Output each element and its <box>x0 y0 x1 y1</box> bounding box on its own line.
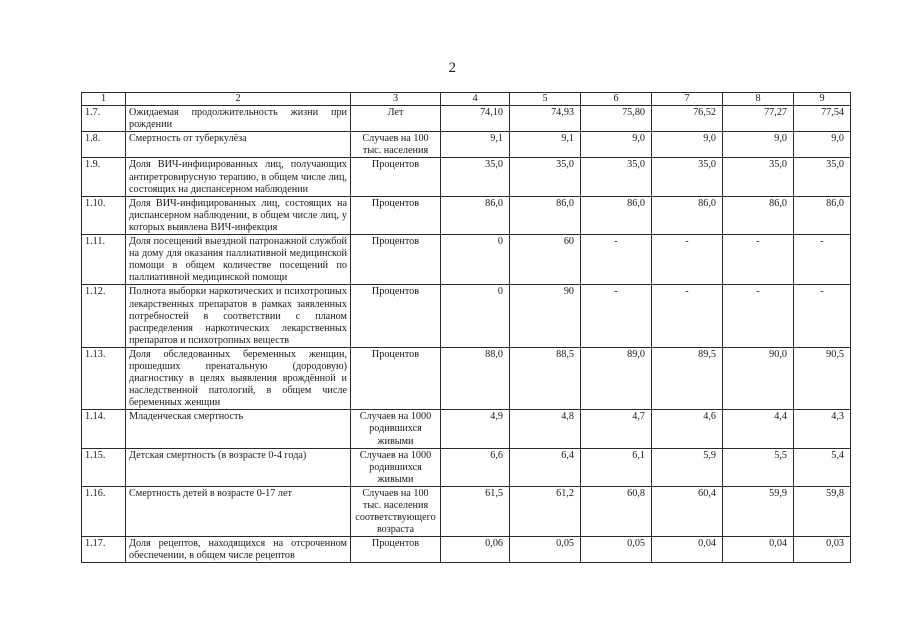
value-cell: 88,0 <box>441 347 510 409</box>
unit-cell: Процентов <box>351 235 441 285</box>
table-row <box>82 448 851 486</box>
value-cell: 35,0 <box>723 158 794 196</box>
table-row <box>82 158 851 196</box>
header-cell: 4 <box>441 93 510 106</box>
indicator-name-cell: Детская смертность (в возрасте 0-4 года) <box>126 448 351 486</box>
indicator-name-cell: Доля ВИЧ-инфицированных лиц, состоящих на диспансерном наблюдении, в общем числе лиц, у которых выявлена ВИЧ-инфекция <box>126 196 351 234</box>
value-cell: 0,04 <box>723 537 794 563</box>
header-cell: 5 <box>510 93 581 106</box>
value-cell: 86,0 <box>441 196 510 234</box>
row-number-cell: 1.13. <box>82 347 126 409</box>
unit-cell: Процентов <box>351 537 441 563</box>
table-row <box>82 410 851 448</box>
value-cell: 9,0 <box>581 132 652 158</box>
value-cell: 35,0 <box>510 158 581 196</box>
header-cell: 8 <box>723 93 794 106</box>
value-cell: 35,0 <box>581 158 652 196</box>
value-cell: 4,9 <box>441 410 510 448</box>
indicator-name-cell: Полнота выборки наркотических и психотропных лекарственных препаратов в рамках заявленных потребностей в соответствии с планом распределения наркотических лекарственных препаратов и психотропных веществ <box>126 285 351 347</box>
row-number-cell: 1.16. <box>82 486 126 536</box>
unit-cell: Лет <box>351 106 441 132</box>
unit-cell: Процентов <box>351 285 441 347</box>
value-cell: - <box>581 285 652 347</box>
value-cell: 89,5 <box>652 347 723 409</box>
value-cell: 90,5 <box>794 347 851 409</box>
value-cell: 88,5 <box>510 347 581 409</box>
value-cell: 0 <box>441 285 510 347</box>
value-cell: 4,3 <box>794 410 851 448</box>
header-cell: 7 <box>652 93 723 106</box>
value-cell: 35,0 <box>652 158 723 196</box>
table-row <box>82 285 851 347</box>
value-cell: 61,5 <box>441 486 510 536</box>
header-cell: 2 <box>126 93 351 106</box>
value-cell: 90 <box>510 285 581 347</box>
value-cell: 0,05 <box>581 537 652 563</box>
value-cell: 5,5 <box>723 448 794 486</box>
table-row <box>82 347 851 409</box>
value-cell: 35,0 <box>794 158 851 196</box>
table-row <box>82 235 851 285</box>
value-cell: 0,06 <box>441 537 510 563</box>
value-cell: 77,54 <box>794 106 851 132</box>
row-number-cell: 1.9. <box>82 158 126 196</box>
header-cell: 3 <box>351 93 441 106</box>
value-cell: 60 <box>510 235 581 285</box>
unit-cell: Случаев на 1000 родившихся живыми <box>351 410 441 448</box>
unit-cell: Случаев на 1000 родившихся живыми <box>351 448 441 486</box>
table-body <box>82 93 851 563</box>
value-cell: 74,93 <box>510 106 581 132</box>
value-cell: - <box>794 235 851 285</box>
indicator-name-cell: Смертность детей в возрасте 0-17 лет <box>126 486 351 536</box>
unit-cell: Процентов <box>351 347 441 409</box>
row-number-cell: 1.12. <box>82 285 126 347</box>
header-row <box>82 93 851 106</box>
value-cell: 86,0 <box>652 196 723 234</box>
unit-cell: Процентов <box>351 196 441 234</box>
indicators-table-container <box>81 92 851 563</box>
value-cell: 77,27 <box>723 106 794 132</box>
indicator-name-cell: Доля посещений выездной патронажной службой на дому для оказания паллиативной медицинской помощи в общем количестве посещений по паллиативной медицинской помощи <box>126 235 351 285</box>
row-number-cell: 1.14. <box>82 410 126 448</box>
row-number-cell: 1.15. <box>82 448 126 486</box>
value-cell: 9,0 <box>794 132 851 158</box>
value-cell: 9,1 <box>510 132 581 158</box>
value-cell: 5,4 <box>794 448 851 486</box>
value-cell: 59,8 <box>794 486 851 536</box>
row-number-cell: 1.17. <box>82 537 126 563</box>
header-cell: 9 <box>794 93 851 106</box>
value-cell: 59,9 <box>723 486 794 536</box>
value-cell: 6,4 <box>510 448 581 486</box>
value-cell: - <box>723 285 794 347</box>
value-cell: - <box>723 235 794 285</box>
indicator-name-cell: Доля обследованных беременных женщин, прошедших пренатальную (дородовую) диагностику в целях выявления врождённой и наследственной патологий, в общем числе беременных женщин <box>126 347 351 409</box>
value-cell: 0,04 <box>652 537 723 563</box>
value-cell: 60,4 <box>652 486 723 536</box>
table-row <box>82 537 851 563</box>
value-cell: 9,0 <box>723 132 794 158</box>
indicator-name-cell: Ожидаемая продолжительность жизни при рождении <box>126 106 351 132</box>
value-cell: 4,8 <box>510 410 581 448</box>
value-cell: 89,0 <box>581 347 652 409</box>
indicators-table <box>81 92 851 563</box>
value-cell: 5,9 <box>652 448 723 486</box>
indicator-name-cell: Смертность от туберкулёза <box>126 132 351 158</box>
value-cell: 9,0 <box>652 132 723 158</box>
page-number: 2 <box>448 60 457 76</box>
value-cell: 0,03 <box>794 537 851 563</box>
indicator-name-cell: Доля ВИЧ-инфицированных лиц, получающих антиретровирусную терапию, в общем числе лиц, состоящих на диспансерном наблюдении <box>126 158 351 196</box>
value-cell: - <box>794 285 851 347</box>
value-cell: 4,6 <box>652 410 723 448</box>
unit-cell: Случаев на 100 тыс. населения соответствующего возраста <box>351 486 441 536</box>
table-row <box>82 106 851 132</box>
indicator-name-cell: Доля рецептов, находящихся на отсроченном обеспечении, в общем числе рецептов <box>126 537 351 563</box>
value-cell: 6,1 <box>581 448 652 486</box>
value-cell: 35,0 <box>441 158 510 196</box>
header-cell: 6 <box>581 93 652 106</box>
row-number-cell: 1.8. <box>82 132 126 158</box>
value-cell: 75,80 <box>581 106 652 132</box>
value-cell: 61,2 <box>510 486 581 536</box>
value-cell: 9,1 <box>441 132 510 158</box>
value-cell: - <box>652 285 723 347</box>
unit-cell: Случаев на 100 тыс. населения <box>351 132 441 158</box>
indicator-name-cell: Младенческая смертность <box>126 410 351 448</box>
value-cell: 86,0 <box>581 196 652 234</box>
row-number-cell: 1.7. <box>82 106 126 132</box>
row-number-cell: 1.11. <box>82 235 126 285</box>
unit-cell: Процентов <box>351 158 441 196</box>
value-cell: 86,0 <box>723 196 794 234</box>
table-row <box>82 486 851 536</box>
value-cell: 0 <box>441 235 510 285</box>
value-cell: 4,7 <box>581 410 652 448</box>
value-cell: 76,52 <box>652 106 723 132</box>
value-cell: - <box>581 235 652 285</box>
value-cell: - <box>652 235 723 285</box>
value-cell: 86,0 <box>510 196 581 234</box>
value-cell: 60,8 <box>581 486 652 536</box>
row-number-cell: 1.10. <box>82 196 126 234</box>
value-cell: 6,6 <box>441 448 510 486</box>
value-cell: 86,0 <box>794 196 851 234</box>
header-cell: 1 <box>82 93 126 106</box>
value-cell: 4,4 <box>723 410 794 448</box>
value-cell: 74,10 <box>441 106 510 132</box>
value-cell: 90,0 <box>723 347 794 409</box>
value-cell: 0,05 <box>510 537 581 563</box>
table-row <box>82 196 851 234</box>
table-row <box>82 132 851 158</box>
